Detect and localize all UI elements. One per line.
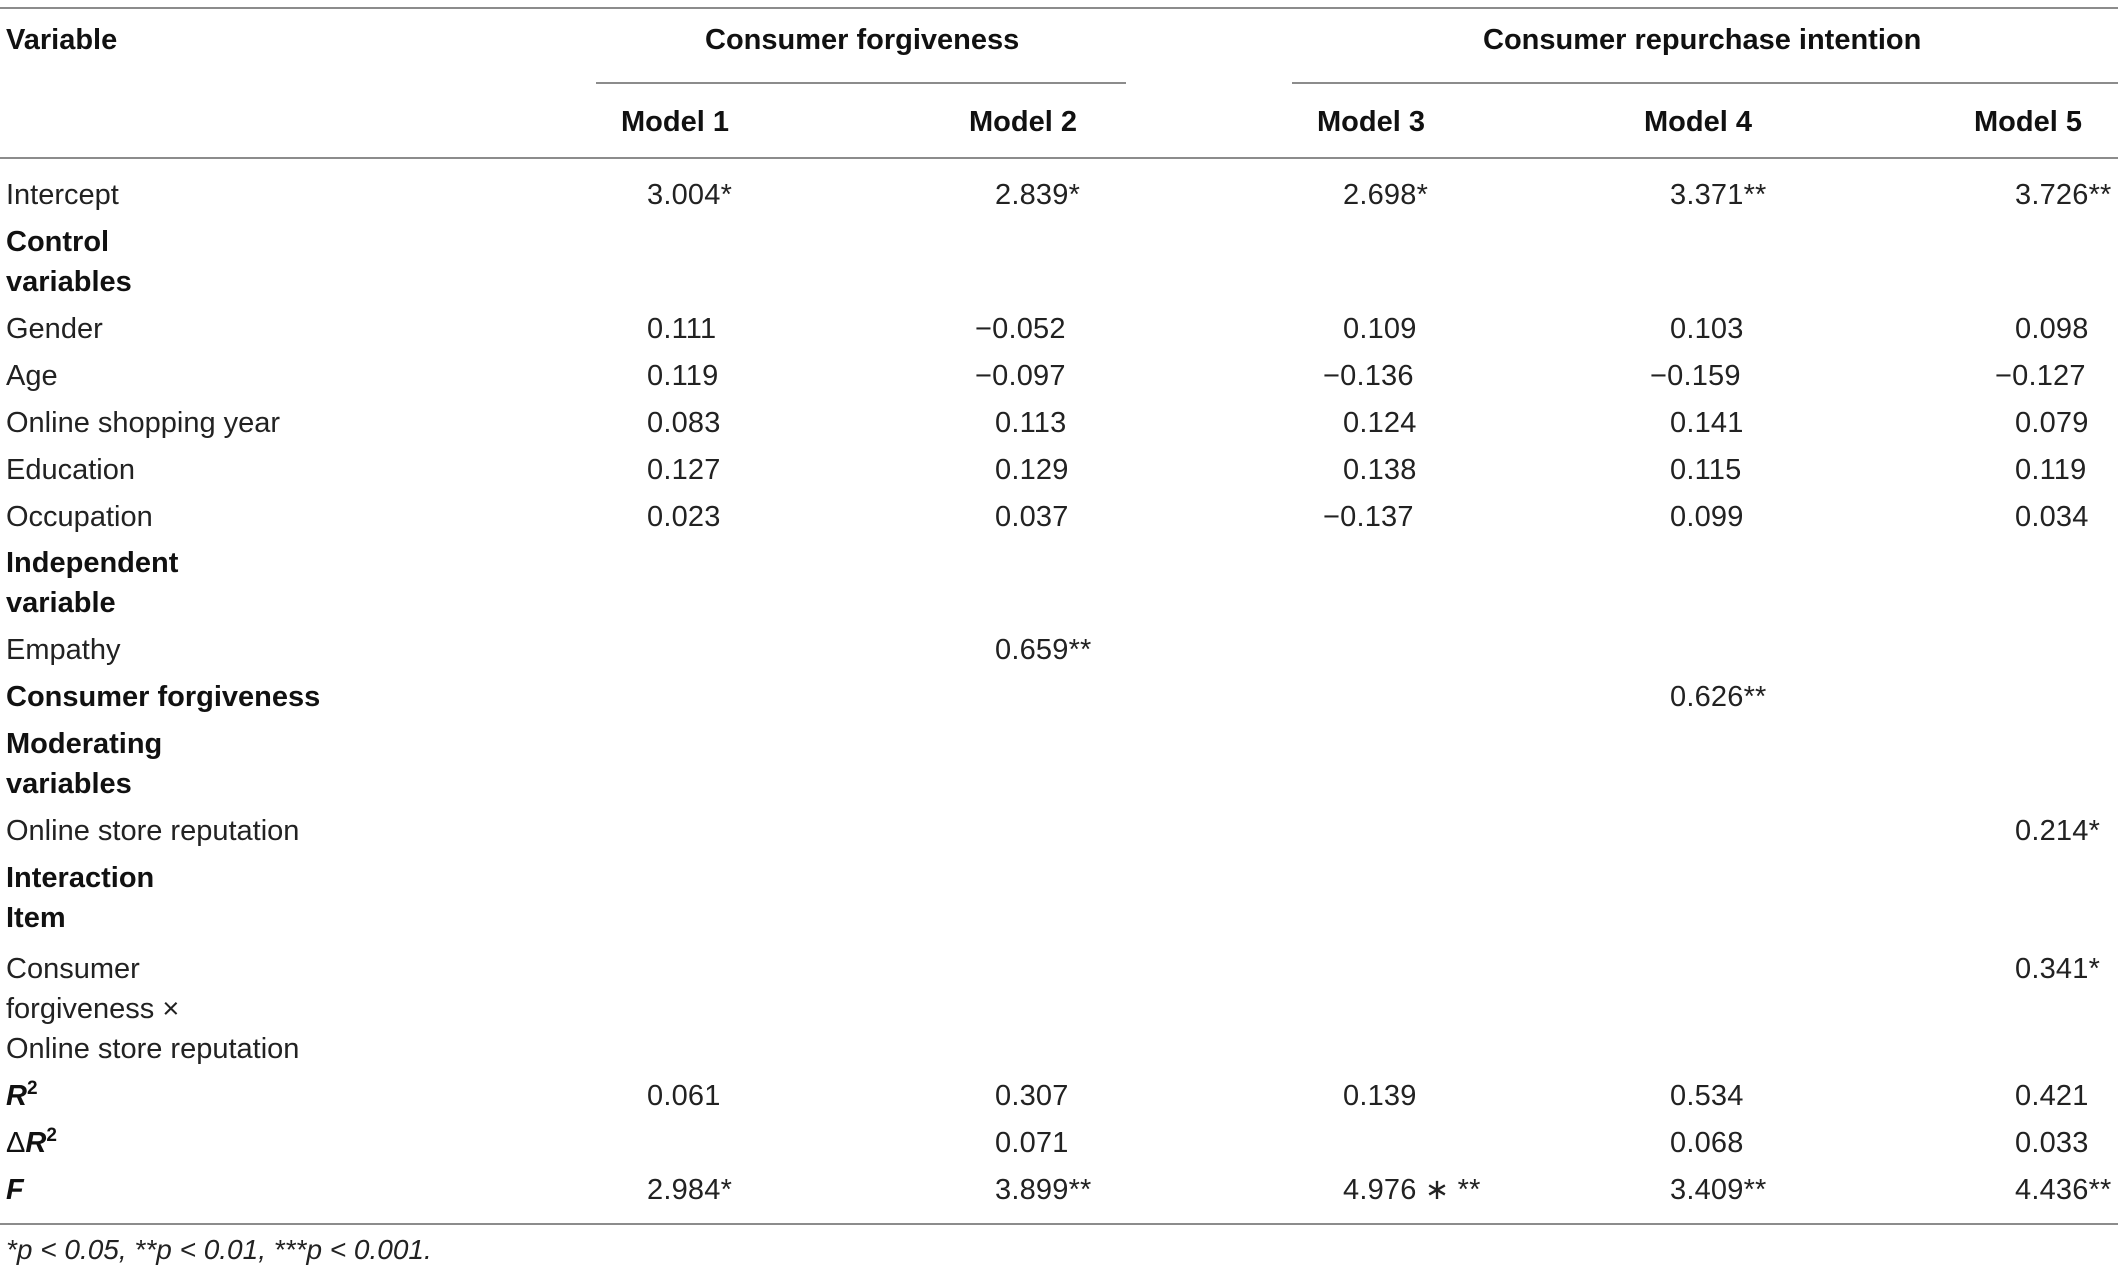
cell-intercept-model-4: 3.371** — [1670, 179, 1767, 211]
cell-gender-model-3: 0.109 — [1343, 313, 1417, 345]
row-label-gender: Gender — [6, 313, 103, 345]
header-variable: Variable — [6, 24, 118, 56]
cell-intercept-model-2: 2.839* — [995, 179, 1081, 211]
cell-f-statistic-model-5: 4.436** — [2015, 1174, 2112, 1206]
cell-occupation-model-3: −0.137 — [1323, 501, 1414, 533]
group-rule-repurchase — [1292, 82, 2118, 84]
group-rule-forgiveness — [596, 82, 1126, 84]
cell-online-shopping-year-model-2: 0.113 — [995, 407, 1067, 439]
row-label-interaction-item-line-2: Item — [6, 902, 66, 934]
cell-consumer-forgiveness-model-4: 0.626** — [1670, 681, 1767, 713]
header-model-2: Model 2 — [969, 106, 1077, 138]
cell-f-statistic-model-1: 2.984* — [647, 1174, 733, 1206]
row-label-intercept: Intercept — [6, 179, 119, 211]
row-label-delta-r-squared — [6, 1123, 57, 1167]
cell-r-squared-model-2: 0.307 — [995, 1080, 1069, 1112]
cell-age-model-1: 0.119 — [647, 360, 719, 392]
cell-r-squared-model-5: 0.421 — [2015, 1080, 2089, 1112]
header-bottom-rule — [0, 157, 2118, 159]
cell-online-shopping-year-model-4: 0.141 — [1670, 407, 1744, 439]
cell-online-store-reputation-model-5: 0.214* — [2015, 815, 2101, 847]
cell-intercept-model-1: 3.004* — [647, 179, 733, 211]
table-top-rule — [0, 7, 2118, 9]
row-label-interaction-term-line-3: Online store reputation — [6, 1033, 300, 1065]
cell-occupation-model-5: 0.034 — [2015, 501, 2089, 533]
cell-r-squared-model-4: 0.534 — [1670, 1080, 1744, 1112]
row-label-consumer-forgiveness: Consumer forgiveness — [6, 681, 321, 713]
cell-gender-model-4: 0.103 — [1670, 313, 1744, 345]
row-label-control-variables-line-2: variables — [6, 266, 132, 298]
row-label-interaction-item-line-1: Interaction — [6, 862, 155, 894]
row-label-control-variables-line-1: Control — [6, 226, 110, 258]
cell-online-shopping-year-model-3: 0.124 — [1343, 407, 1417, 439]
cell-education-model-5: 0.119 — [2015, 454, 2087, 486]
table-bottom-rule — [0, 1223, 2118, 1225]
row-label-independent-variable-line-2: variable — [6, 587, 116, 619]
delta-symbol: Δ — [6, 1127, 26, 1159]
header-model-1: Model 1 — [621, 106, 729, 138]
row-label-r-squared — [6, 1076, 38, 1120]
cell-gender-model-1: 0.111 — [647, 313, 717, 345]
delta-r-squared-exponent: 2 — [46, 1125, 57, 1146]
cell-online-shopping-year-model-5: 0.079 — [2015, 407, 2089, 439]
cell-gender-model-5: 0.098 — [2015, 313, 2089, 345]
cell-occupation-model-2: 0.037 — [995, 501, 1069, 533]
row-label-education: Education — [6, 454, 135, 486]
cell-f-statistic-model-3: 4.976 ∗ ** — [1343, 1174, 1481, 1206]
delta-r-squared-base: R — [25, 1127, 47, 1159]
row-label-interaction-term-line-2: forgiveness × — [6, 993, 180, 1025]
cell-r-squared-model-1: 0.061 — [647, 1080, 721, 1112]
cell-age-model-3: −0.136 — [1323, 360, 1414, 392]
cell-education-model-4: 0.115 — [1670, 454, 1742, 486]
cell-intercept-model-5: 3.726** — [2015, 179, 2112, 211]
cell-occupation-model-1: 0.023 — [647, 501, 721, 533]
cell-interaction-term-model-5: 0.341* — [2015, 953, 2101, 985]
cell-f-statistic-model-4: 3.409** — [1670, 1174, 1767, 1206]
cell-occupation-model-4: 0.099 — [1670, 501, 1744, 533]
row-label-occupation: Occupation — [6, 501, 153, 533]
cell-education-model-2: 0.129 — [995, 454, 1069, 486]
header-group-consumer-repurchase-intention: Consumer repurchase intention — [1483, 24, 1922, 56]
cell-education-model-3: 0.138 — [1343, 454, 1417, 486]
header-model-5: Model 5 — [1974, 106, 2082, 138]
header-model-4: Model 4 — [1644, 106, 1752, 138]
row-label-age: Age — [6, 360, 58, 392]
r-squared-base: R — [6, 1080, 27, 1112]
cell-online-shopping-year-model-1: 0.083 — [647, 407, 721, 439]
cell-education-model-1: 0.127 — [647, 454, 721, 486]
r-squared-exponent: 2 — [26, 1078, 38, 1099]
row-label-moderating-variables-line-1: Moderating — [6, 728, 163, 760]
table-footnote: *p < 0.05, **p < 0.01, ***p < 0.001. — [6, 1234, 432, 1265]
row-label-moderating-variables-line-2: variables — [6, 768, 132, 800]
cell-delta-r-squared-model-5: 0.033 — [2015, 1127, 2089, 1159]
cell-age-model-2: −0.097 — [975, 360, 1066, 392]
cell-empathy-model-2: 0.659** — [995, 634, 1092, 666]
header-model-3: Model 3 — [1317, 106, 1425, 138]
row-label-independent-variable-line-1: Independent — [6, 547, 179, 579]
cell-gender-model-2: −0.052 — [975, 313, 1066, 345]
row-label-online-store-reputation: Online store reputation — [6, 815, 300, 847]
row-label-interaction-term-line-1: Consumer — [6, 953, 140, 985]
cell-intercept-model-3: 2.698* — [1343, 179, 1429, 211]
header-group-consumer-forgiveness: Consumer forgiveness — [705, 24, 1020, 56]
cell-delta-r-squared-model-4: 0.068 — [1670, 1127, 1744, 1159]
cell-r-squared-model-3: 0.139 — [1343, 1080, 1417, 1112]
cell-age-model-4: −0.159 — [1650, 360, 1741, 392]
cell-f-statistic-model-2: 3.899** — [995, 1174, 1092, 1206]
row-label-empathy: Empathy — [6, 634, 121, 666]
cell-age-model-5: −0.127 — [1995, 360, 2086, 392]
row-label-online-shopping-year: Online shopping year — [6, 407, 281, 439]
cell-delta-r-squared-model-2: 0.071 — [995, 1127, 1069, 1159]
row-label-f-statistic: F — [6, 1174, 24, 1206]
